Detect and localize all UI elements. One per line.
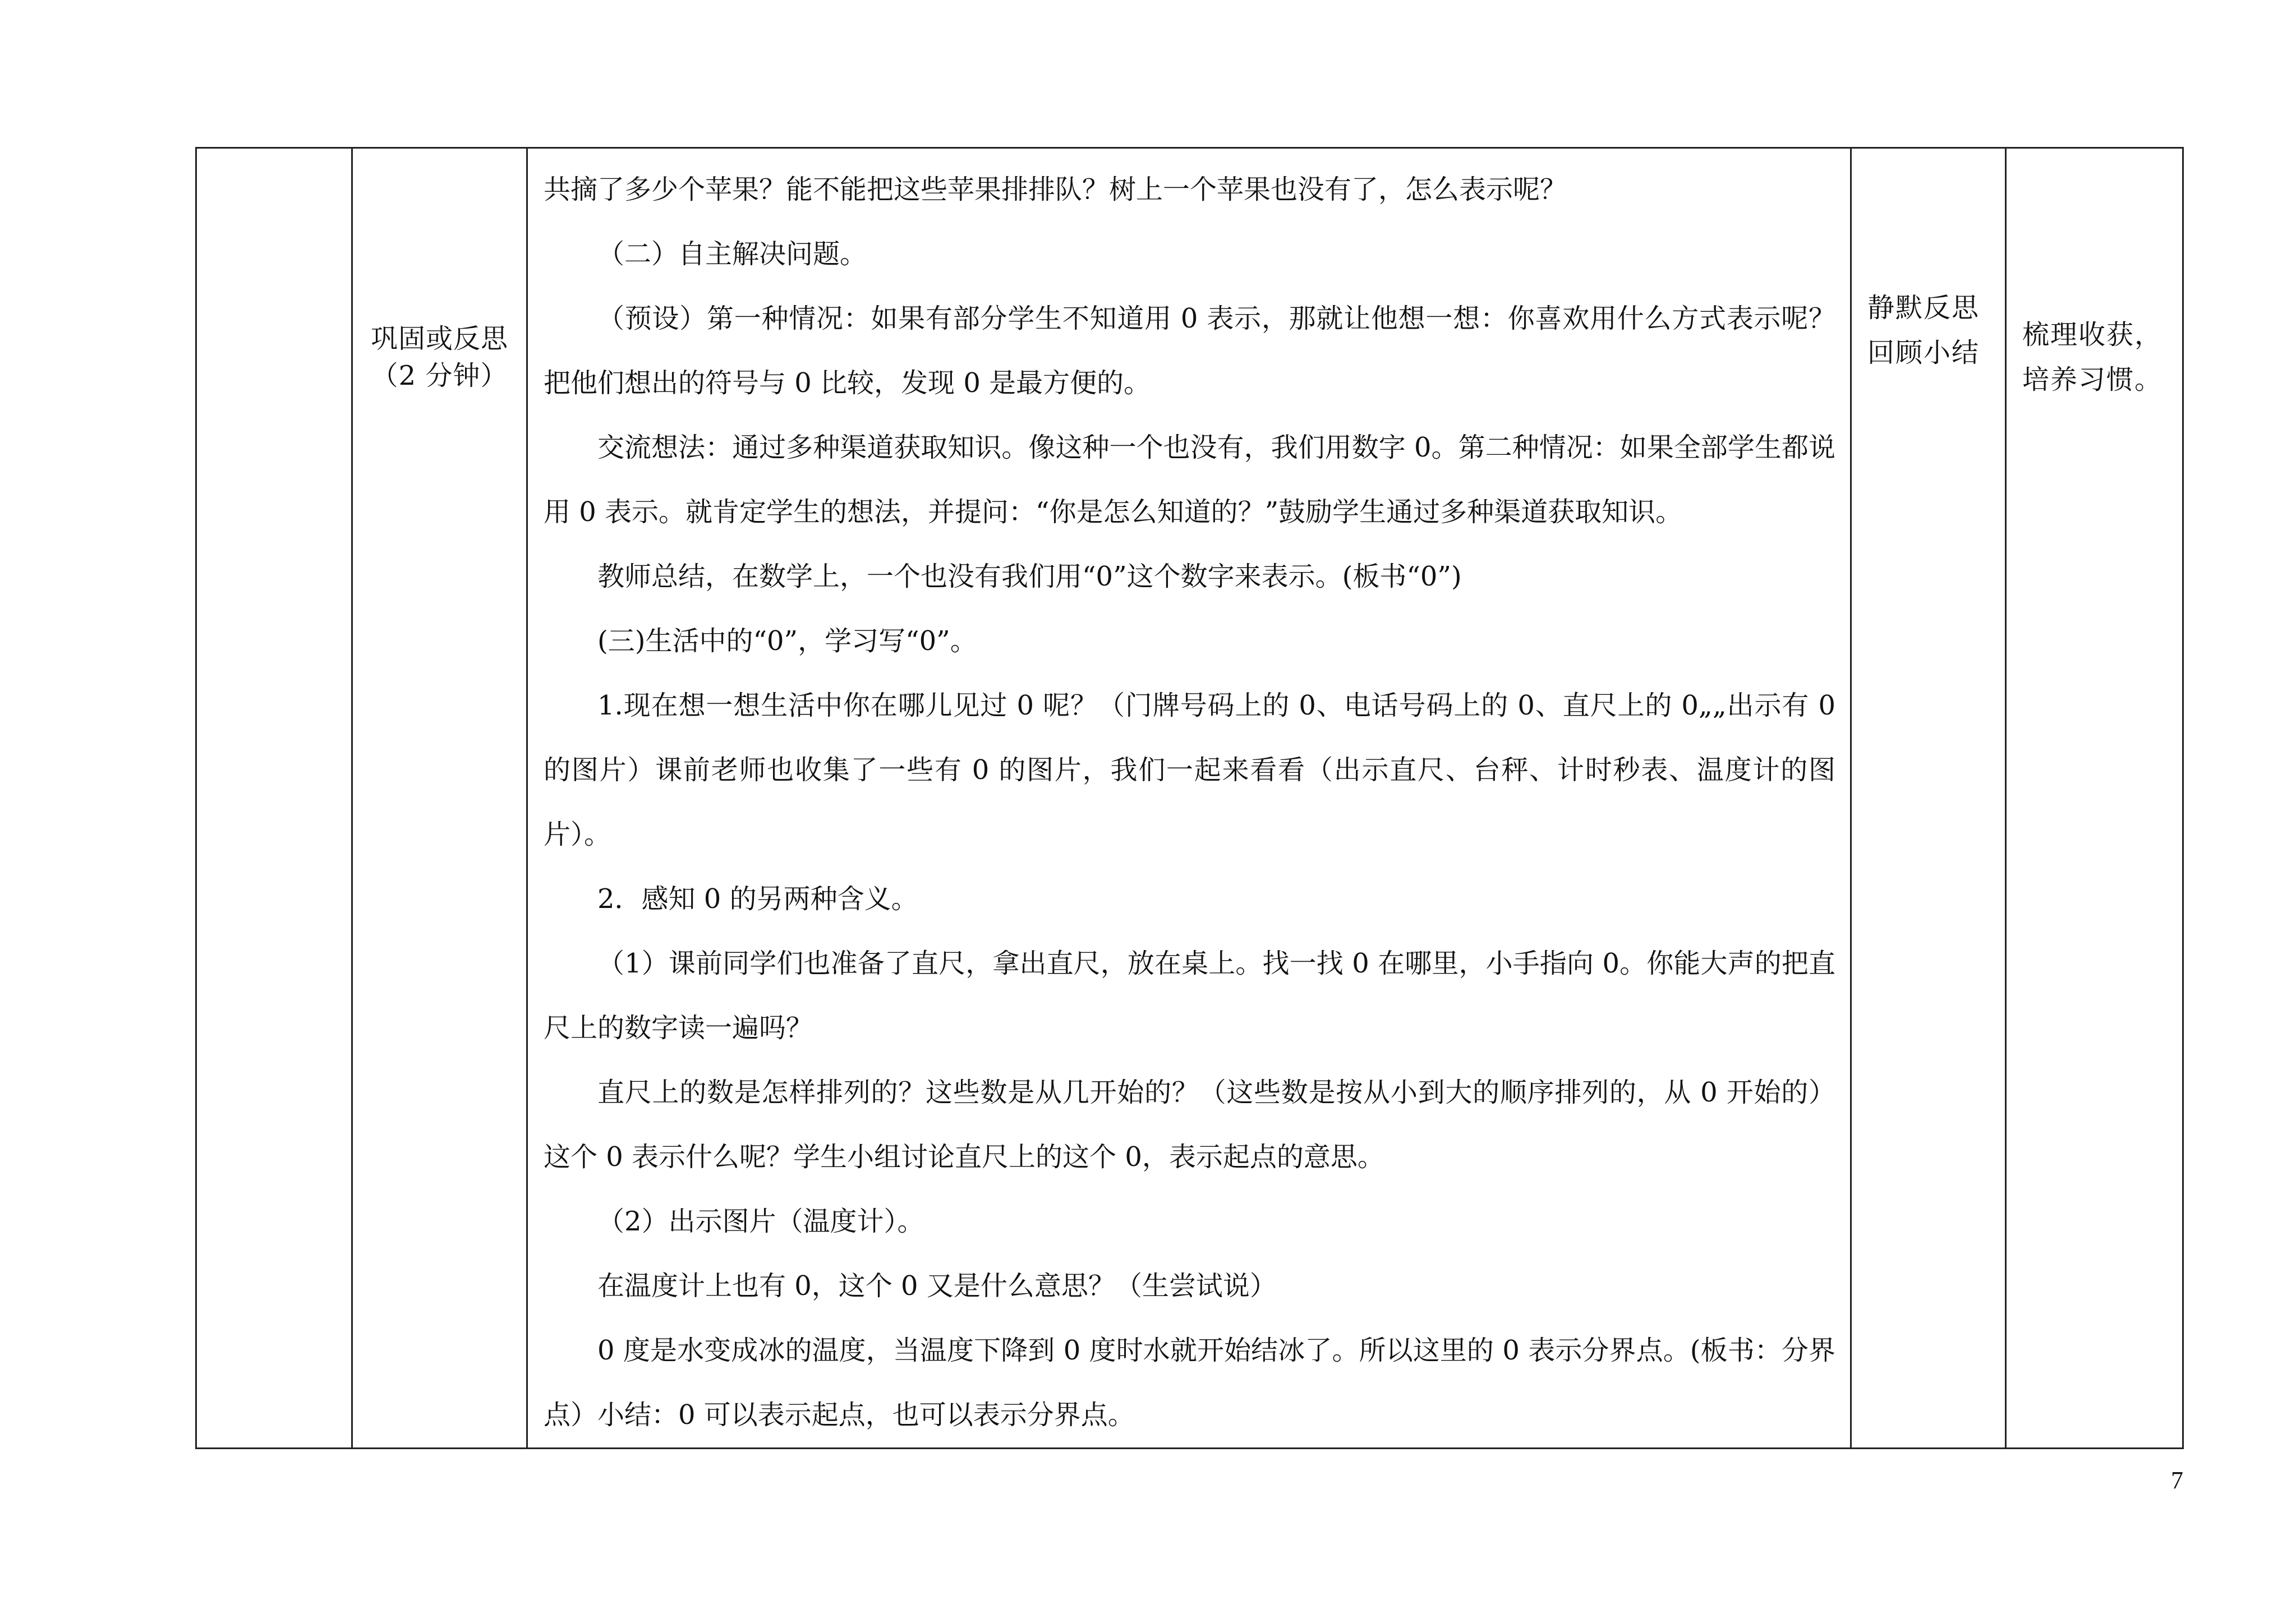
content-paragraph: （预设）第一种情况：如果有部分学生不知道用 0 表示，那就让他想一想：你喜欢用什么方式表示呢？把他们想出的符号与 0 比较，发现 0 是最方便的。 <box>544 303 1835 399</box>
student-activity-line: 回顾小结 <box>1867 337 1980 368</box>
content-paragraph: 2．感知 0 的另两种含义。 <box>597 883 918 915</box>
content-paragraph: （2）出示图片（温度计）。 <box>597 1206 924 1237</box>
stage-label <box>353 149 526 394</box>
student-activity <box>1852 149 2005 375</box>
page-number: 7 <box>2171 1467 2183 1494</box>
stage-duration: （2 分钟） <box>371 360 508 391</box>
design-intent-cell <box>2006 148 2183 1449</box>
content-paragraph: 直尺上的数是怎样排列的？这些数是从几开始的？（这些数是按从小到大的顺序排列的，从 0 开始的）这个 0 表示什么呢？学生小组讨论直尺上的这个 0，表示起点的意思。 <box>544 1077 1835 1173</box>
content-paragraph: 在温度计上也有 0，这个 0 又是什么意思？（生尝试说） <box>597 1270 1277 1302</box>
content-paragraph: 交流想法：通过多种渠道获取知识。像这种一个也没有，我们用数字 0。第二种情况：如果全部学生都说用 0 表示。就肯定学生的想法，并提问：“你是怎么知道的？”鼓励学生通过多种渠道获取知识。 <box>544 432 1835 528</box>
teaching-content <box>528 149 1850 1447</box>
lesson-plan-table <box>195 147 2184 1449</box>
teaching-content-cell <box>527 148 1851 1449</box>
design-intent <box>2007 149 2182 402</box>
table-row <box>196 148 2183 1449</box>
student-activity-line: 静默反思 <box>1867 292 1980 324</box>
design-intent-line: 梳理收获， <box>2022 319 2163 351</box>
stage-cell <box>352 148 527 1449</box>
student-activity-cell <box>1851 148 2006 1449</box>
empty-cell <box>196 148 352 1449</box>
design-intent-line: 培养习惯。 <box>2022 364 2163 395</box>
content-paragraph: 1.现在想一想生活中你在哪儿见过 0 呢？（门牌号码上的 0、电话号码上的 0、直尺上的 0„„出示有 0 的图片）课前老师也收集了一些有 0 的图片，我们一起来看看（出示直尺、台秤、计时秒表、温度计的图片）。 <box>544 690 1835 850</box>
content-paragraph: (三)生活中的“0”，学习写“0”。 <box>597 625 977 657</box>
content-paragraph: 共摘了多少个苹果？能不能把这些苹果排排队？树上一个苹果也没有了，怎么表示呢？ <box>544 174 1567 205</box>
content-paragraph: 0 度是水变成冰的温度，当温度下降到 0 度时水就开始结冰了。所以这里的 0 表示分界点。(板书：分界点）小结：0 可以表示起点，也可以表示分界点。 <box>544 1335 1835 1431</box>
content-paragraph: 教师总结，在数学上，一个也没有我们用“0”这个数字来表示。(板书“0”) <box>597 561 1462 592</box>
content-paragraph: （二）自主解决问题。 <box>597 238 867 270</box>
content-paragraph: （1）课前同学们也准备了直尺，拿出直尺，放在桌上。找一找 0 在哪里，小手指向 0。你能大声的把直尺上的数字读一遍吗？ <box>544 948 1835 1044</box>
stage-label-line: 巩固或反思 <box>370 323 508 354</box>
